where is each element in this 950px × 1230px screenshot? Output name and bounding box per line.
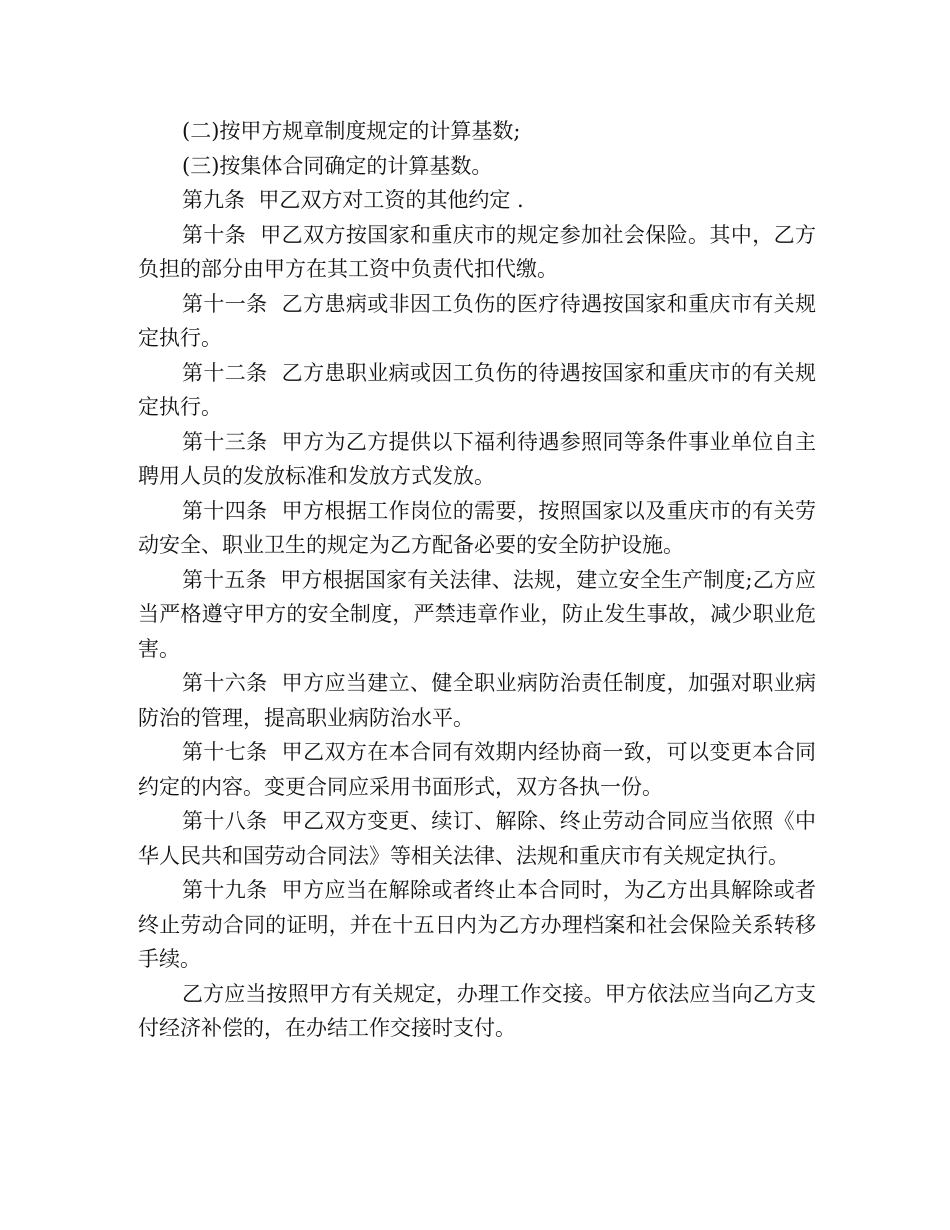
paragraph-calc-base-collective: (三)按集体合同确定的计算基数。 <box>182 153 493 178</box>
article-12: 第十二条 乙方患职业病或因工负伤的待遇按国家和重庆市的有关规定执行。 <box>138 360 816 419</box>
article-17: 第十七条 甲乙双方在本合同有效期内经协商一致，可以变更本合同约定的内容。变更合同应采用书面形式，双方各执一份。 <box>138 740 816 799</box>
article-18: 第十八条 甲乙双方变更、续订、解除、终止劳动合同应当依照《中华人民共和国劳动合同法》等相关法律、法规和重庆市有关规定执行。 <box>138 809 816 868</box>
article-16: 第十六条 甲方应当建立、健全职业病防治责任制度，加强对职业病防治的管理，提高职业病防治水平。 <box>138 671 816 730</box>
article-10: 第十条 甲乙双方按国家和重庆市的规定参加社会保险。其中，乙方负担的部分由甲方在其工资中负责代扣代缴。 <box>138 222 816 281</box>
paragraph-calc-base-rules: (二)按甲方规章制度规定的计算基数; <box>182 119 521 143</box>
article-11: 第十一条 乙方患病或非因工负伤的医疗待遇按国家和重庆市有关规定执行。 <box>138 291 816 350</box>
paragraph-work-handover: 乙方应当按照甲方有关规定，办理工作交接。甲方依法应当向乙方支付经济补偿的，在办结工作交接时支付。 <box>138 981 816 1040</box>
article-13: 第十三条 甲方为乙方提供以下福利待遇参照同等条件事业单位自主聘用人员的发放标准和发放方式发放。 <box>138 429 816 488</box>
article-19: 第十九条 甲方应当在解除或者终止本合同时，为乙方出具解除或者终止劳动合同的证明，并在十五日内为乙方办理档案和社会保险关系转移手续。 <box>138 878 816 971</box>
article-15: 第十五条 甲方根据国家有关法律、法规，建立安全生产制度;乙方应当严格遵守甲方的安全制度，严禁违章作业，防止发生事故，减少职业危害。 <box>138 567 816 661</box>
article-14: 第十四条 甲方根据工作岗位的需要，按照国家以及重庆市的有关劳动安全、职业卫生的规定为乙方配备必要的安全防护设施。 <box>138 498 816 557</box>
document-body <box>138 114 816 1046</box>
article-9: 第九条 甲乙双方对工资的其他约定 . <box>182 188 524 212</box>
